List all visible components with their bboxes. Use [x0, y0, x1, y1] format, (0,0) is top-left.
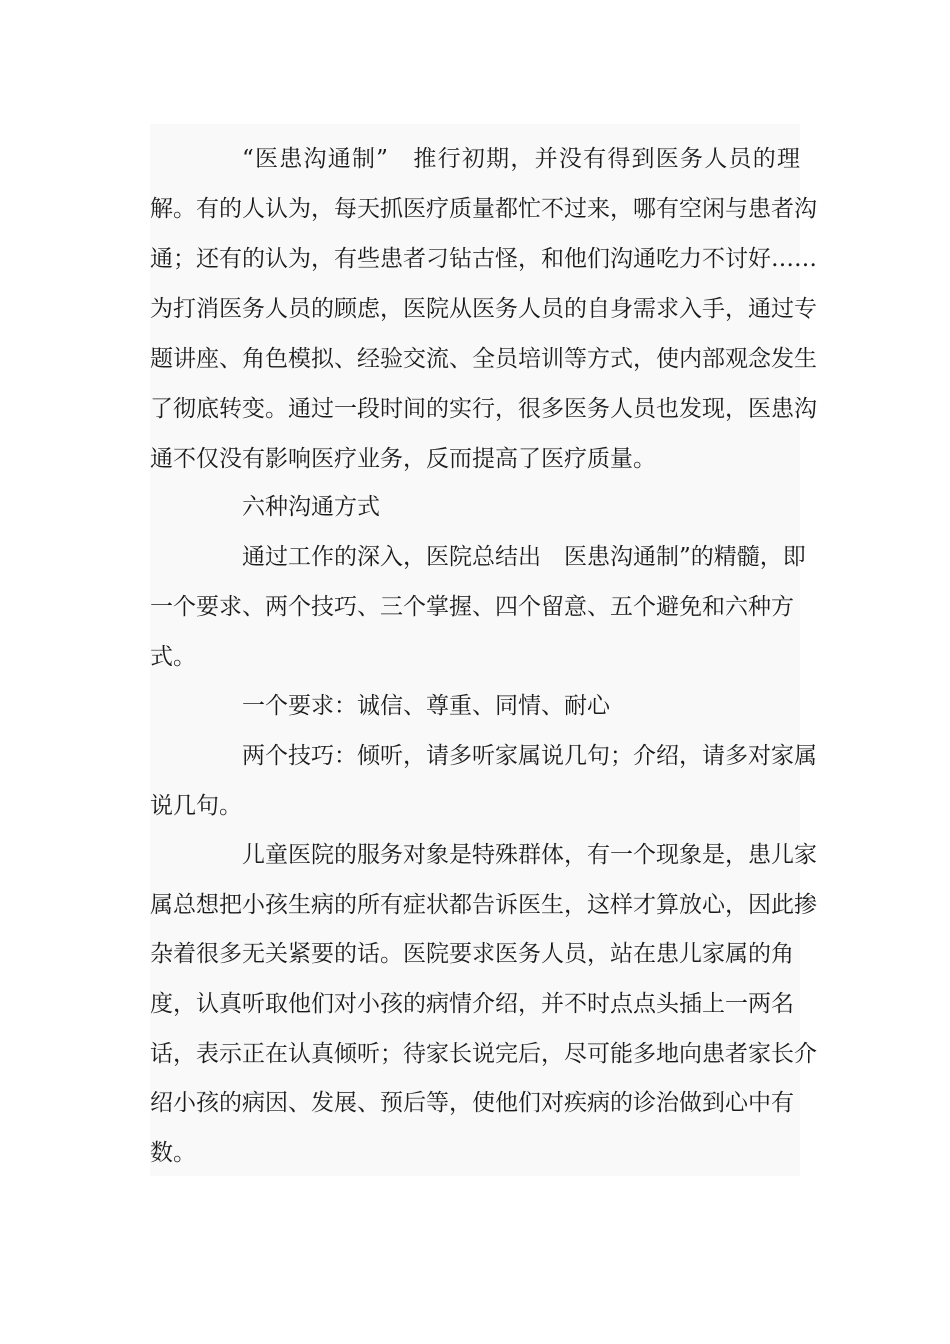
- paragraph-3-line-2: 一个要求、两个技巧、三个掌握、四个留意、五个避免和六种方: [150, 594, 794, 620]
- paragraph-6-line-2: 属总想把小孩生病的所有症状都告诉医生，这样才算放心，因此掺: [150, 892, 817, 918]
- paragraph-5-line-2: 说几句。: [150, 793, 242, 819]
- paragraph-6-line-5: 话，表示正在认真倾听；待家长说完后，尽可能多地向患者家长介: [150, 1041, 817, 1067]
- paragraph-3-line-3: 式。: [150, 644, 196, 670]
- paragraph-5-line-1: 两个技巧：倾听，请多听家属说几句；介绍，请多对家属: [242, 743, 817, 769]
- paragraph-3-line-1: 通过工作的深入，医院总结出 医患沟通制”的精髓，即: [242, 544, 806, 570]
- paragraph-6-line-6: 绍小孩的病因、发展、预后等，使他们对疾病的诊治做到心中有: [150, 1090, 794, 1116]
- paragraph-1-line-1: “医患沟通制” 推行初期，并没有得到医务人员的理: [242, 146, 800, 172]
- paragraph-4-line-1: 一个要求：诚信、尊重、同情、耐心: [242, 693, 610, 719]
- paragraph-1-line-6: 了彻底转变。通过一段时间的实行，很多医务人员也发现，医患沟: [150, 396, 817, 422]
- paragraph-1-line-5: 题讲座、角色模拟、经验交流、全员培训等方式，使内部观念发生: [150, 346, 817, 372]
- document-body: [150, 124, 817, 1176]
- paragraph-1-line-7: 通不仅没有影响医疗业务，反而提高了医疗质量。: [150, 446, 656, 472]
- paragraph-6-line-1: 儿童医院的服务对象是特殊群体，有一个现象是，患儿家: [242, 842, 817, 868]
- paragraph-1-line-3: 通；还有的认为，有些患者刁钻古怪，和他们沟通吃力不讨好……: [150, 246, 817, 272]
- paragraph-1-line-2: 解。有的人认为，每天抓医疗质量都忙不过来，哪有空闲与患者沟: [150, 196, 817, 222]
- paragraph-6-line-4: 度，认真听取他们对小孩的病情介绍，并不时点点头插上一两名: [150, 991, 794, 1017]
- paragraph-1-line-4: 为打消医务人员的顾虑，医院从医务人员的自身需求入手，通过专: [150, 296, 817, 322]
- section-heading: 六种沟通方式: [242, 494, 380, 520]
- paragraph-6-line-3: 杂着很多无关紧要的话。医院要求医务人员，站在患儿家属的角: [150, 941, 794, 967]
- paragraph-6-line-7: 数。: [150, 1140, 196, 1166]
